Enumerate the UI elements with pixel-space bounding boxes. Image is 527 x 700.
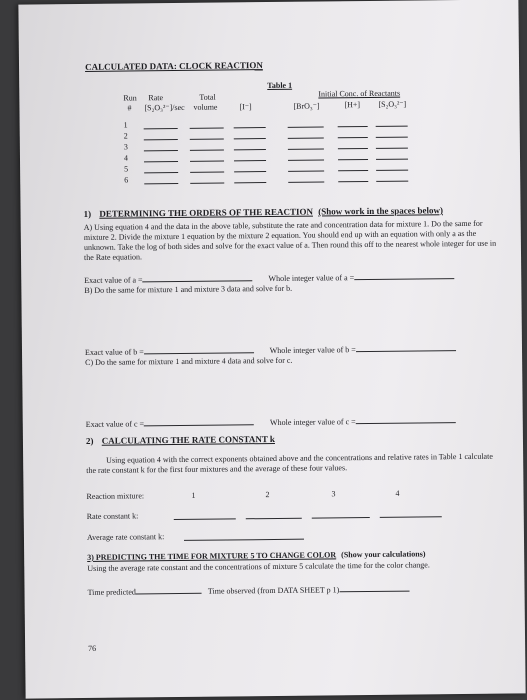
col-iodide-label: [I⁻]: [239, 102, 252, 112]
rate-constant-field-3[interactable]: [312, 517, 370, 519]
cell-bromate-blank[interactable]: [288, 137, 324, 138]
col-thiosulfate-label: [S₂O₃²⁻]: [378, 99, 407, 109]
cell-thiosulfate-blank[interactable]: [376, 181, 408, 182]
run-number: 4: [123, 153, 129, 163]
section2-number: 2): [85, 435, 94, 446]
cell-bromate-blank[interactable]: [288, 159, 324, 160]
rate-constant-field-4[interactable]: [380, 516, 442, 518]
cell-volume-blank[interactable]: [190, 160, 224, 161]
cell-iodide-blank[interactable]: [234, 138, 266, 139]
section1-heading: [84, 205, 504, 220]
time-predicted-field[interactable]: [136, 593, 202, 595]
exact-a-label: Exact value of a =: [84, 275, 143, 285]
cell-rate-blank[interactable]: [144, 161, 178, 162]
cell-hydrogen-blank[interactable]: [338, 148, 368, 149]
page-number: 76: [88, 643, 97, 653]
whole-c-label: Whole integer value of c =: [269, 417, 356, 428]
col-run-label: Run: [123, 93, 137, 103]
cell-volume-blank[interactable]: [190, 138, 224, 139]
col-total-label: Total: [199, 92, 216, 102]
cell-thiosulfate-blank[interactable]: [376, 170, 408, 171]
mixture-1: 1: [191, 490, 196, 500]
exact-c-field[interactable]: [144, 424, 254, 426]
cell-thiosulfate-blank[interactable]: [376, 148, 408, 149]
cell-thiosulfate-blank[interactable]: [376, 137, 408, 138]
whole-a-field[interactable]: [354, 278, 454, 280]
time-observed-field[interactable]: [339, 591, 409, 593]
cell-hydrogen-blank[interactable]: [338, 181, 368, 182]
cell-iodide-blank[interactable]: [234, 127, 266, 128]
run-number: 6: [124, 175, 129, 185]
section2-instructions: Using equation 4 with the correct exponents obtained above and the concentrations and relative rates in Table 1 calculate the rate constant k for the first four mixtures and the average of these four values.: [86, 451, 493, 475]
section3-note: (Show your calculations): [341, 549, 426, 560]
exact-a-field[interactable]: [143, 280, 253, 282]
cell-iodide-blank[interactable]: [234, 160, 266, 161]
exact-c-label: Exact value of c =: [85, 419, 145, 429]
worksheet-page: [18, 0, 525, 699]
answer-row-b: [85, 344, 505, 358]
cell-iodide-blank[interactable]: [234, 149, 266, 150]
rate-constant-field-2[interactable]: [246, 518, 302, 520]
rate-constant-field-1[interactable]: [174, 518, 236, 520]
section1-instructions-c: C) Do the same for mixture 1 and mixture 4 data and solve for c.: [85, 355, 293, 367]
col-rate-unit: [S₂O₃²⁻]/sec: [144, 102, 185, 113]
table-caption: Table 1: [267, 80, 293, 91]
section2-heading: [86, 432, 506, 447]
cell-thiosulfate-blank[interactable]: [376, 159, 408, 160]
section1-instructions-a: A) Using equation 4 and the data in the above table, substitute the rate and concentration data for mixture 1. Do the same for mixture 2. Divide the mixture 1 equation by the mixture 2 equation. You should end up with an equation with only a as the unknown. Take the log of both sides and solve for the exact value of a. Then round this off to the nearest whole integer for use in the Rate equation.: [83, 218, 497, 262]
whole-b-label: Whole integer value of b =: [269, 345, 356, 356]
run-number: 2: [123, 131, 128, 141]
cell-volume-blank[interactable]: [190, 182, 224, 183]
section1-number: 1): [83, 208, 92, 219]
section3-title: 3) PREDICTING THE TIME FOR MIXTURE 5 TO CHANGE COLOR: [87, 550, 337, 562]
reaction-mixture-label: Reaction mixture:: [86, 491, 145, 501]
page-title: CALCULATED DATA: CLOCK REACTION: [84, 60, 263, 72]
col-bromate-label: [BrO₃⁻]: [293, 101, 320, 111]
cell-rate-blank[interactable]: [144, 172, 178, 173]
cell-bromate-blank[interactable]: [288, 126, 324, 127]
cell-hydrogen-blank[interactable]: [338, 170, 368, 171]
section3-instructions: Using the average rate constant and the concentrations of mixture 5 calculate the time for the color change.: [87, 560, 430, 573]
time-observed-label: Time observed (from DATA SHEET p 1): [207, 585, 340, 596]
col-rate-label: Rate: [148, 93, 164, 103]
exact-b-label: Exact value of b =: [84, 347, 144, 357]
cell-hydrogen-blank[interactable]: [338, 126, 368, 127]
cell-thiosulfate-blank[interactable]: [376, 126, 408, 127]
col-run-hash: #: [127, 103, 132, 113]
cell-volume-blank[interactable]: [190, 127, 224, 128]
cell-hydrogen-blank[interactable]: [338, 137, 368, 138]
cell-hydrogen-blank[interactable]: [338, 159, 368, 160]
section2-title: CALCULATING THE RATE CONSTANT k: [101, 433, 275, 446]
cell-volume-blank[interactable]: [190, 149, 224, 150]
average-rate-label: Average rate constant k:: [86, 532, 165, 542]
mixture-4: 4: [395, 488, 400, 498]
cell-rate-blank[interactable]: [144, 150, 178, 151]
col-volume-label: volume: [193, 102, 218, 112]
cell-bromate-blank[interactable]: [288, 148, 324, 149]
col-hydrogen-label: [H+]: [344, 100, 361, 110]
cell-rate-blank[interactable]: [144, 183, 178, 184]
section1-title: DETERMINING THE ORDERS OF THE REACTION: [99, 206, 313, 219]
answer-row-c: [86, 416, 506, 430]
initial-conc-header: Initial Conc. of Reactants: [318, 88, 401, 99]
rate-constant-label: Rate constant k:: [86, 511, 139, 521]
cell-bromate-blank[interactable]: [288, 181, 324, 182]
run-number: 5: [124, 164, 129, 174]
cell-iodide-blank[interactable]: [234, 171, 266, 172]
answer-row-a: [84, 272, 504, 286]
run-number: 1: [123, 120, 128, 130]
mixture-3: 3: [331, 489, 336, 499]
cell-rate-blank[interactable]: [144, 139, 178, 140]
cell-bromate-blank[interactable]: [288, 170, 324, 171]
section1-instructions-b: B) Do the same for mixture 1 and mixture 3 data and solve for b.: [84, 283, 293, 295]
whole-b-field[interactable]: [356, 350, 456, 352]
time-predicted-label: Time predicted: [87, 587, 136, 597]
mixture-2: 2: [265, 490, 270, 500]
whole-c-field[interactable]: [356, 422, 456, 424]
section1-note: (Show work in the spaces below): [318, 205, 443, 217]
run-number: 3: [123, 142, 128, 152]
average-rate-field[interactable]: [184, 539, 304, 541]
exact-b-field[interactable]: [144, 352, 254, 354]
time-row: [87, 584, 507, 598]
cell-rate-blank[interactable]: [144, 128, 178, 129]
cell-iodide-blank[interactable]: [234, 182, 266, 183]
whole-a-label: Whole integer value of a =: [268, 273, 355, 284]
cell-volume-blank[interactable]: [190, 171, 224, 172]
